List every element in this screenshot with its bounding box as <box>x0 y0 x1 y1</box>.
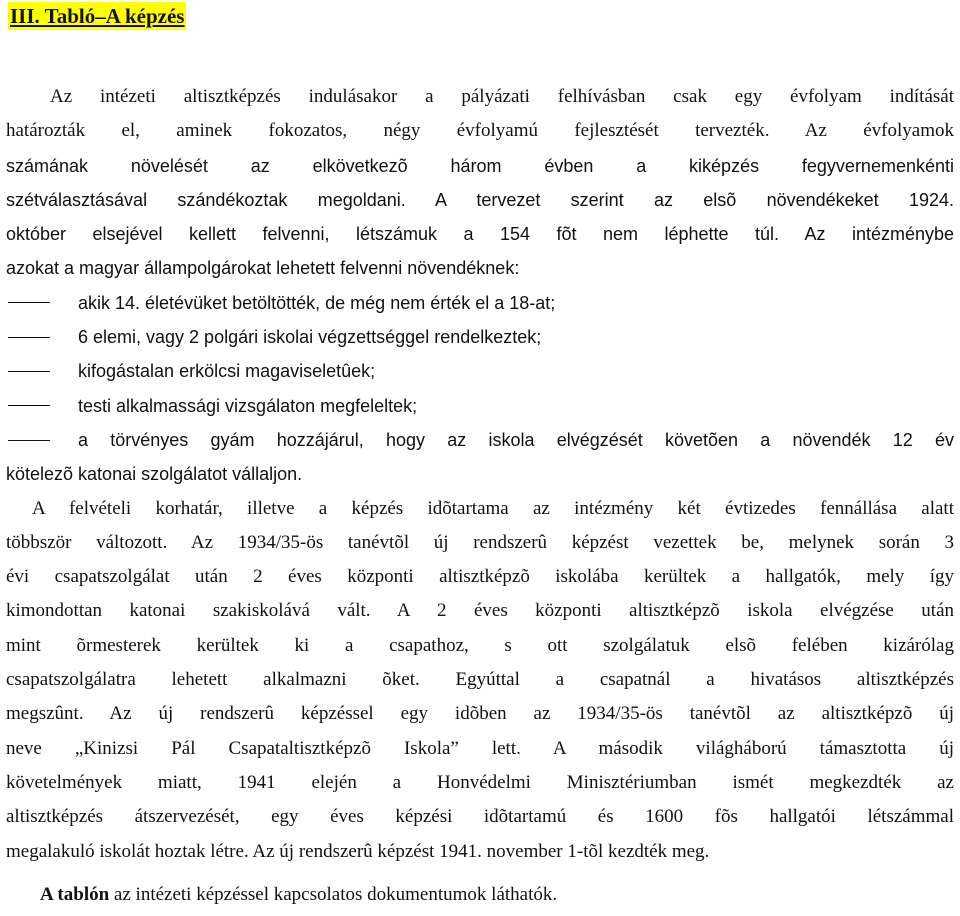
tablo-note <box>40 878 557 912</box>
list-item-text: a törvényes gyám hozzájárul, hogy az iskola elvégzését követõen a növendék 12 év <box>78 429 954 450</box>
paragraph-line: évi csapatszolgálat után 2 éves központi altisztképzõ iskolába kerültek a hallgatók, mely így <box>6 566 954 588</box>
paragraph-line: megszûnt. Az új rendszerû képzéssel egy idõben az 1934/35-ös tanévtõl az altisztképzõ új <box>6 703 954 725</box>
paragraph-line: altisztképzés átszervezését, egy éves képzési idõtartamú és 1600 fõs hallgatói létszámmal <box>6 806 954 828</box>
paragraph-line: többször változott. Az 1934/35-ös tanévtõl új rendszerû képzést vezettek be, melynek során 3 <box>6 531 954 553</box>
list-item <box>6 354 954 388</box>
list-item-text: kifogástalan erkölcsi magaviseletûek; <box>78 361 376 382</box>
section-heading: III. Tabló–A képzés <box>10 4 185 28</box>
paragraph-line: követelmények miatt, 1941 elején a Honvédelmi Minisztériumban ismét megkezdték az <box>6 771 954 793</box>
dash-bullet-icon <box>8 440 50 441</box>
dash-bullet-icon <box>8 302 50 303</box>
list-item <box>6 423 954 457</box>
paragraph-line: szétválasztásával szándékoztak megoldani. A tervezet szerint az elsõ növendékeket 1924. <box>6 189 954 210</box>
document-body <box>6 80 954 869</box>
list-item <box>6 320 954 354</box>
paragraph-line: A felvételi korhatár, illetve a képzés idõtartama az intézmény két évtizedes fennállása alatt <box>32 497 954 519</box>
list-item-text: testi alkalmassági vizsgálaton megfeleltek; <box>78 395 418 416</box>
list-item-text: 6 elemi, vagy 2 polgári iskolai végzettséggel rendelkeztek; <box>78 327 542 348</box>
tablo-note-text: az intézeti képzéssel kapcsolatos dokumentumok láthatók. <box>109 884 558 905</box>
list-item-continuation: kötelezõ katonai szolgálatot vállaljon. <box>6 464 303 485</box>
list-item-text: akik 14. életévüket betöltötték, de még nem érték el a 18-at; <box>78 292 556 313</box>
paragraph-line: azokat a magyar állampolgárokat lehetett felvenni növendéknek: <box>6 258 520 279</box>
paragraph-line: csapatszolgálatra lehetett alkalmazni õket. Egyúttal a csapatnál a hivatásos altisztképzés <box>6 669 954 691</box>
paragraph-line: mint õrmesterek kerültek ki a csapathoz, s ott szolgálatuk elsõ felében kizárólag <box>6 634 954 656</box>
paragraph-line: számának növelését az elkövetkezõ három évben a kiképzés fegyvernemenkénti <box>6 155 954 176</box>
paragraph-line: október elsejével kellett felvenni, létszámuk a 154 fõt nem léphette túl. Az intézménybe <box>6 224 954 245</box>
paragraph-line: Az intézeti altisztképzés indulásakor a pályázati felhívásban csak egy évfolyam indítását <box>50 86 954 107</box>
dash-bullet-icon <box>8 371 50 372</box>
dash-bullet-icon <box>8 337 50 338</box>
list-item <box>6 286 954 320</box>
list-item <box>6 389 954 423</box>
dash-bullet-icon <box>8 405 50 406</box>
paragraph-line: határozták el, aminek fokozatos, négy évfolyamú fejlesztését tervezték. Az évfolyamok <box>6 120 954 142</box>
paragraph-line: megalakuló iskolát hoztak létre. Az új rendszerû képzést 1941. november 1-tõl kezdték meg. <box>6 840 710 862</box>
paragraph-line: kimondottan katonai szakiskolává vált. A 2 éves központi altisztképzõ iskola elvégzése után <box>6 600 954 622</box>
paragraph-line: neve „Kinizsi Pál Csapataltisztképzõ Iskola” lett. A második világháború támasztotta új <box>6 737 954 759</box>
tablo-note-bold: A tablón <box>40 884 110 905</box>
